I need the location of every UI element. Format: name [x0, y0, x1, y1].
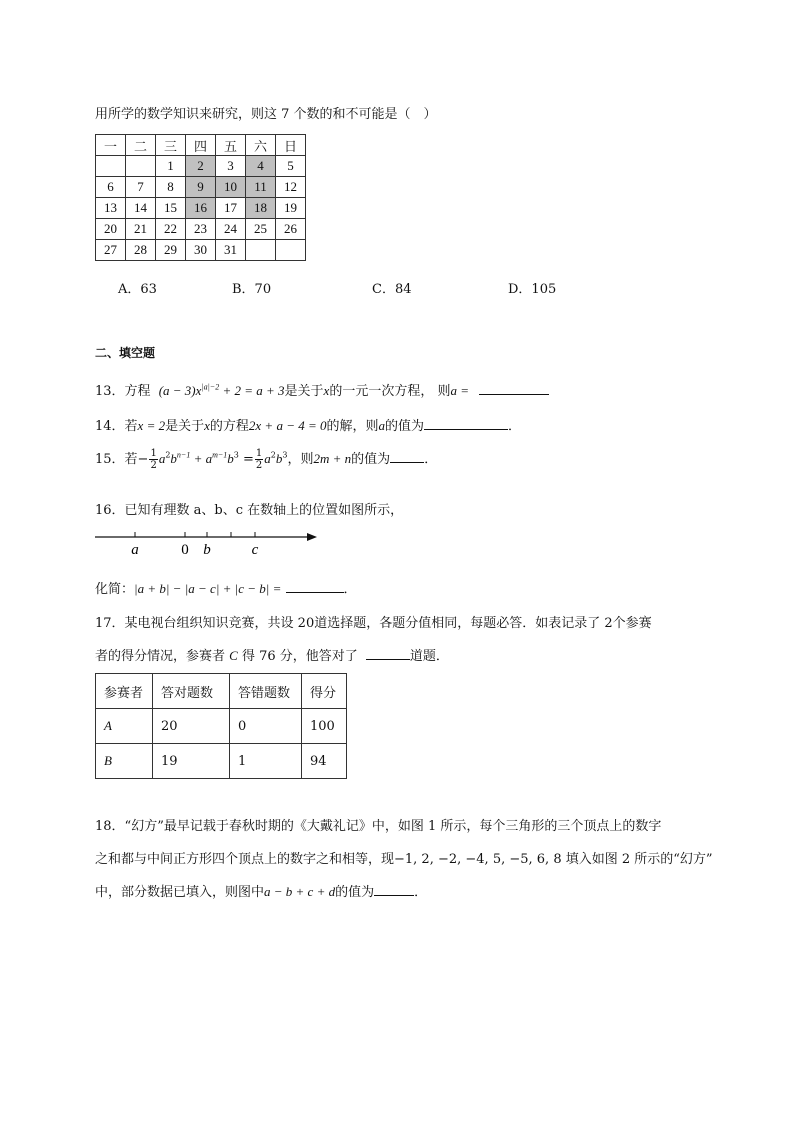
q15-neg: − [137, 452, 149, 467]
q15-frac-num: 1 [150, 448, 157, 459]
q13-expr-rest: + 2 = a + 3 [219, 383, 285, 398]
q14-t2: 的方程 [209, 419, 249, 434]
q15-term1b-sup: n−1 [176, 450, 191, 460]
calendar-row [96, 198, 306, 219]
q15-number: 15．若 [95, 452, 138, 467]
calendar-cell [246, 240, 276, 261]
q15-fraction-rhs [255, 448, 263, 471]
score-table-header [96, 674, 347, 709]
q15-plus: + a [190, 451, 213, 466]
calendar-cell: 5 [276, 156, 306, 177]
calendar-table [95, 134, 306, 261]
q15-target: 2m + n [313, 451, 352, 466]
score-table [95, 673, 347, 779]
q15-term2b: b [227, 451, 234, 466]
label-a: a [131, 542, 139, 558]
calendar-header-cell: 日 [276, 135, 306, 156]
q18-line1: 18．“幻方”最早记载于春秋时期的《大戴礼记》中，如图 1 所示，每个三角形的三个顶点上的数字 [95, 819, 662, 834]
calendar-cell: 22 [156, 219, 186, 240]
q17-line2c: 得 76 分，他答对了 [241, 649, 358, 664]
q14-end: ． [508, 419, 522, 434]
calendar-cell: 20 [96, 219, 126, 240]
option-c: C．84 [372, 282, 412, 297]
number-line-arrow [307, 533, 317, 541]
calendar-header-cell: 一 [96, 135, 126, 156]
header-cell: 参赛者 [96, 674, 153, 709]
section-title: 二、填空题 [95, 346, 156, 360]
calendar-header-row [96, 135, 306, 156]
calendar-cell: 14 [126, 198, 156, 219]
q15-term2-sup: m−1 [212, 450, 228, 460]
q15-rhs: a [264, 451, 271, 466]
q15-t2: 的值为 [351, 452, 391, 467]
calendar-cell: 17 [216, 198, 246, 219]
calendar-cell [96, 156, 126, 177]
calendar-cell: 13 [96, 198, 126, 219]
q13-answer-blank[interactable] [479, 382, 549, 395]
calendar-cell: 16 [186, 198, 216, 219]
q18-expr: a − b + c + d [264, 884, 336, 899]
q17-line2d: 道题． [409, 649, 449, 664]
option-a: A．63 [118, 282, 157, 297]
q16-stem: 16．已知有理数 a、b、c 在数轴上的位置如图所示， [95, 503, 404, 518]
calendar-header-cell: 四 [186, 135, 216, 156]
q12-stem: 用所学的数学知识来研究，则这 7 个数的和不可能是（ ） [95, 107, 437, 122]
q14-answer-blank[interactable] [424, 417, 508, 430]
q15-rhs-sup: 2 [270, 450, 276, 460]
table-cell: B [96, 744, 153, 779]
label-c: c [251, 542, 259, 558]
q15-rhsb: b [275, 451, 283, 466]
q14-t1: 是关于 [165, 419, 205, 434]
q18-line2: 之和都与中间正方形四个顶点上的数字之和相等，现−1, 2, −2, −4, 5, −5, 6, 8 填入如图 2 所示的“幻方” [95, 852, 713, 867]
q16-simplify-label: 化简： [95, 582, 135, 597]
q13-expr-lhs: (a − 3)x [158, 383, 202, 398]
calendar-cell: 7 [126, 177, 156, 198]
calendar-header-cell: 五 [216, 135, 246, 156]
q13-text2: 的一元一次方程， 则 [329, 384, 451, 399]
q16-end: ． [343, 582, 357, 597]
table-cell: 19 [153, 744, 230, 779]
q15-frac-den: 2 [150, 460, 157, 471]
calendar-header-cell: 六 [246, 135, 276, 156]
header-cell: 答对题数 [153, 674, 230, 709]
q15-rhs-frac-num: 1 [255, 448, 263, 459]
calendar-cell: 28 [126, 240, 156, 261]
calendar-cell: 24 [216, 219, 246, 240]
header-cell: 得分 [302, 674, 347, 709]
calendar-cell: 11 [246, 177, 276, 198]
calendar-row [96, 240, 306, 261]
q16-expr: |a + b| − |a − c| + |c − b| = [134, 581, 282, 596]
calendar-cell: 2 [186, 156, 216, 177]
label-b: b [203, 542, 211, 558]
calendar-cell: 29 [156, 240, 186, 261]
q18-end: ． [414, 885, 428, 900]
q18-line3a: 中，部分数据已填入，则图中 [95, 885, 265, 900]
option-d: D．105 [508, 282, 557, 297]
table-cell: 94 [302, 744, 347, 779]
calendar-cell: 12 [276, 177, 306, 198]
calendar-header-cell: 二 [126, 135, 156, 156]
table-cell: 20 [153, 709, 230, 744]
q14-t4: 的值为 [385, 419, 425, 434]
q18-line3c: 的值为 [335, 885, 375, 900]
number-line [93, 526, 323, 558]
calendar-cell: 21 [126, 219, 156, 240]
q15-rhsb-sup: 3 [282, 450, 288, 460]
calendar-cell: 23 [186, 219, 216, 240]
q14-number: 14．若 [95, 419, 138, 434]
calendar-cell: 10 [216, 177, 246, 198]
q17-line2a: 者的得分情况，参赛者 [95, 649, 226, 664]
table-cell: 100 [302, 709, 347, 744]
calendar-cell: 4 [246, 156, 276, 177]
q14-equation: 2x + a − 4 = 0 [248, 418, 327, 433]
q16-answer-blank[interactable] [286, 580, 344, 593]
calendar-cell: 18 [246, 198, 276, 219]
calendar-cell: 9 [186, 177, 216, 198]
calendar-cell: 26 [276, 219, 306, 240]
q14-avar: a [378, 418, 386, 433]
q15-term2b-sup: 3 [233, 450, 239, 460]
label-0: 0 [181, 542, 189, 558]
table-cell: 1 [230, 744, 302, 779]
option-b: B．70 [232, 282, 272, 297]
calendar-cell [126, 156, 156, 177]
q15-eq: = [238, 452, 254, 467]
question-15 [95, 448, 437, 471]
calendar-cell: 31 [216, 240, 246, 261]
calendar-cell: 25 [246, 219, 276, 240]
calendar-cell: 6 [96, 177, 126, 198]
q14-var: x [204, 418, 210, 433]
q15-fraction [149, 448, 157, 471]
q17-c: C [229, 648, 238, 663]
q17-answer-blank[interactable] [366, 647, 410, 660]
q17-line2 [95, 645, 449, 664]
q13-text: 是关于 [284, 384, 324, 399]
q15-rhs-frac-den: 2 [255, 460, 263, 471]
calendar-cell [276, 240, 306, 261]
q18-answer-blank[interactable] [374, 883, 414, 896]
q15-term1: a [158, 451, 166, 466]
table-row [96, 709, 347, 744]
calendar-cell: 3 [216, 156, 246, 177]
q16-simplify [95, 578, 357, 597]
q13-exponent: |a|−2 [201, 382, 220, 392]
question-13 [95, 380, 549, 399]
q14-cond: x = 2 [137, 418, 166, 433]
q18-line3 [95, 881, 427, 900]
q15-t1: ，则 [287, 452, 314, 467]
calendar-row [96, 156, 306, 177]
calendar-cell: 27 [96, 240, 126, 261]
calendar-row [96, 219, 306, 240]
q13-number: 13．方程 [95, 384, 151, 399]
table-cell: 0 [230, 709, 302, 744]
q17-line1: 17．某电视台组织知识竞赛，共设 20道选择题，各题分值相同，每题必答．如表记录了 2个参赛 [95, 616, 652, 631]
q15-answer-blank[interactable] [390, 450, 424, 463]
q14-t3: 的解，则 [326, 419, 379, 434]
header-cell: 答错题数 [230, 674, 302, 709]
calendar-cell: 19 [276, 198, 306, 219]
question-14 [95, 415, 521, 434]
q15-term1b: b [170, 451, 177, 466]
calendar-cell: 1 [156, 156, 186, 177]
q13-ans-lhs: a = [450, 383, 469, 398]
calendar-cell: 8 [156, 177, 186, 198]
q15-end: ． [424, 452, 438, 467]
calendar-header-cell: 三 [156, 135, 186, 156]
q15-term1-sup: 2 [165, 450, 171, 460]
calendar-row [96, 177, 306, 198]
table-row [96, 744, 347, 779]
calendar-cell: 15 [156, 198, 186, 219]
q13-var: x [323, 383, 330, 398]
table-cell: A [96, 709, 153, 744]
calendar-cell: 30 [186, 240, 216, 261]
